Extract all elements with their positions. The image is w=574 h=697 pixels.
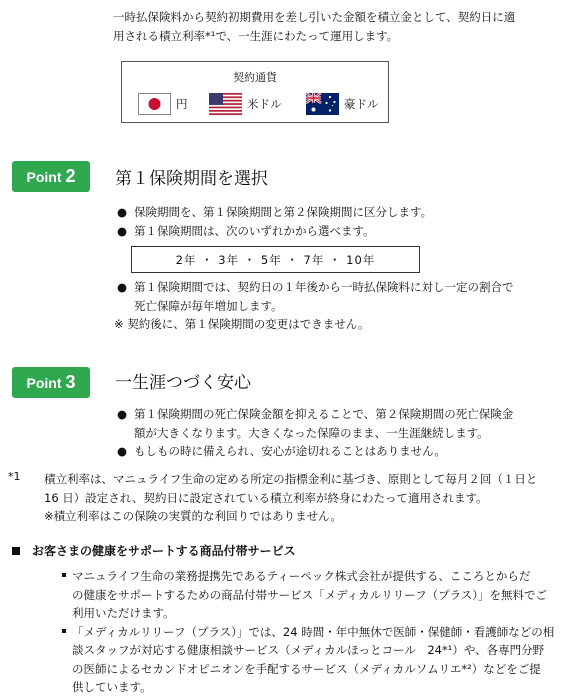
currency-flag-row bbox=[122, 93, 388, 115]
square-bullet-icon bbox=[12, 547, 20, 555]
list-item: ● もしもの時に備えられ、安心が途切れることはありません。 bbox=[114, 442, 564, 461]
footnote-text: 積立利率は、マニュライフ生命の定める所定の指標金利に基づき、原則として毎月２回（１日と 16 日）設定され、契約日に設定されている積立利率が終身にわたって適用されます。 ※積立利率はこの保険の実質的な利回りではありません。 bbox=[44, 472, 538, 523]
australia-flag-icon bbox=[306, 93, 339, 115]
list-item: ● 保険期間を、第１保険期間と第２保険期間に区分します。 bbox=[114, 203, 564, 222]
footnote-mark: *1 bbox=[8, 470, 21, 483]
bullet-dot-icon: ● bbox=[117, 407, 128, 421]
currency-label-yen: 円 bbox=[176, 97, 188, 111]
period-options-box: 2年 ・ 3年 ・ 5年 ・ 7年 ・ 10年 bbox=[131, 246, 420, 273]
service-heading: お客さまの健康をサポートする商品付帯サービス bbox=[12, 542, 296, 559]
currency-title: 契約通貨 bbox=[233, 71, 277, 84]
bullet-dot-icon: ● bbox=[117, 205, 128, 219]
bullet-dot-icon: ● bbox=[117, 280, 128, 294]
point-3-badge-word: Point bbox=[26, 374, 62, 391]
list-item: ● 第１保険期間では、契約日の１年後から一時払保険料に対し一定の割合で 死亡保障が毎年増加します。 bbox=[117, 280, 514, 313]
list-item: ● 第１保険期間は、次のいずれかから選べます。 bbox=[114, 222, 564, 241]
point-3-badge bbox=[12, 367, 90, 398]
currency-item-aud bbox=[306, 93, 379, 115]
currency-box bbox=[121, 61, 389, 123]
list-item: 「メディカルリリーフ（プラス）」では、24 時間・年中無休で医師・保健師・看護師などの相 談スタッフが対応する健康相談サービス（メディカルほっとコール 24*¹）や、各専門分野 の医師によるセカンドオピニオンを手配するサービス（メディカルソムリエ*²）などをご提 供しています。 bbox=[62, 623, 562, 697]
currency-item-usd bbox=[209, 93, 282, 115]
currency-label-usd: 米ドル bbox=[247, 97, 282, 111]
point-2-badge-word: Point bbox=[26, 168, 62, 185]
point-2-badge bbox=[12, 161, 90, 192]
point-2-bullets-a bbox=[114, 203, 564, 240]
intro-line-1: 一時払保険料から契約初期費用を差し引いた金額を積立金として、契約日に適 bbox=[113, 10, 516, 24]
small-square-bullet-icon bbox=[62, 629, 66, 633]
point-2-bullets-b bbox=[114, 278, 564, 315]
point-3-heading: 一生涯つづく安心 bbox=[115, 373, 251, 393]
point-2-note: ※ 契約後に、第１保険期間の変更はできません。 bbox=[114, 317, 370, 331]
point-3-bullets bbox=[114, 405, 564, 461]
list-item: ● 第１保険期間の死亡保険金額を抑えることで、第２保険期間の死亡保険金 額が大きくなります。大きくなった保障のまま、一生涯継続します。 bbox=[117, 407, 514, 440]
currency-item-yen bbox=[138, 93, 188, 115]
intro-line-2: 用される積立利率*¹で、一生涯にわたって運用します。 bbox=[113, 29, 399, 43]
bullet-dot-icon: ● bbox=[117, 444, 128, 458]
currency-label-aud: 豪ドル bbox=[344, 97, 379, 111]
point-2-heading: 第１保険期間を選択 bbox=[115, 169, 268, 189]
intro-paragraph bbox=[113, 8, 563, 46]
point-2-badge-num: 2 bbox=[65, 166, 76, 186]
bullet-dot-icon: ● bbox=[117, 223, 128, 238]
us-flag-icon bbox=[209, 93, 242, 115]
point-3-badge-num: 3 bbox=[65, 372, 76, 392]
service-list bbox=[62, 567, 562, 697]
japan-flag-icon bbox=[138, 93, 171, 115]
list-item: マニュライフ生命の業務提携先であるティーペック株式会社が提供する、こころとからだ の健康をサポートするための商品付帯サービス「メディカルリリーフ（プラス）」を無料でご 利用いただけます。 bbox=[62, 567, 562, 623]
small-square-bullet-icon bbox=[62, 573, 66, 577]
